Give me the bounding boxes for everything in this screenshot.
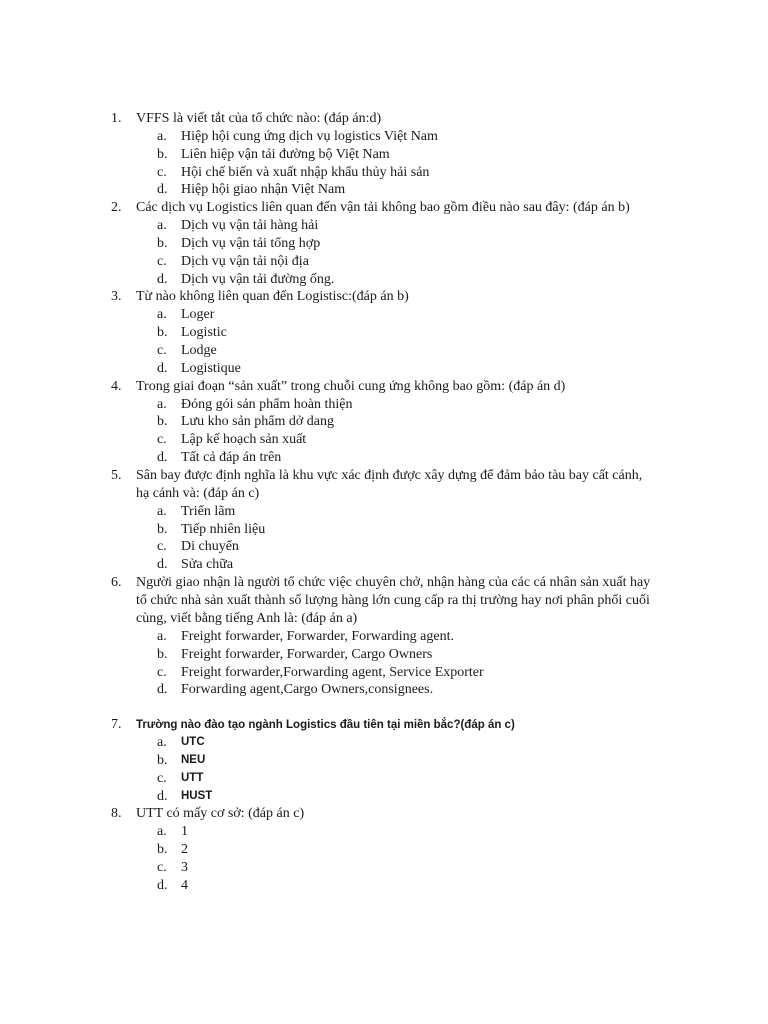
option-item (0, 628, 768, 646)
option-text: Đóng gói sản phẩm hoàn thiện (181, 396, 353, 412)
option-letter: d. (157, 682, 168, 698)
option-text: Tất cả đáp án trên (181, 449, 282, 465)
option-text: Di chuyển (181, 539, 239, 555)
option-text: Freight forwarder, Forwarder, Forwarding agent. (181, 628, 454, 644)
question-number: 7. (111, 717, 122, 733)
option-letter: b. (157, 235, 168, 251)
option-letter: a. (157, 218, 167, 234)
option-text: Dịch vụ vận tải đường ống. (181, 271, 335, 287)
question-number: 1. (111, 111, 122, 126)
option-text: Tiếp nhiên liệu (181, 521, 266, 537)
question-2 (0, 199, 768, 288)
option-item (0, 431, 768, 449)
option-list (0, 306, 768, 377)
question-3 (0, 288, 768, 377)
option-letter: a. (157, 307, 167, 323)
option-text: Loger (181, 307, 215, 323)
option-item (0, 752, 768, 770)
option-item (0, 503, 768, 521)
question-6 (0, 574, 768, 699)
option-item (0, 146, 768, 164)
option-letter: a. (157, 129, 167, 144)
option-letter: a. (157, 396, 167, 412)
option-text: Triển lãm (181, 503, 236, 519)
option-text: NEU (181, 753, 206, 766)
option-text: Sửa chữa (181, 557, 234, 573)
option-letter: a. (157, 503, 167, 519)
question-number: 6. (111, 574, 122, 590)
option-text: Hội chế biến và xuất nhập khẩu thủy hải sản (181, 164, 430, 180)
option-text: UTC (181, 736, 205, 749)
option-text: HUST (181, 789, 213, 802)
option-letter: d. (157, 182, 168, 198)
option-letter: b. (157, 842, 168, 858)
option-text: 1 (181, 824, 188, 840)
option-item (0, 413, 768, 431)
option-item (0, 859, 768, 877)
option-text: Dịch vụ vận tải tổng hợp (181, 235, 321, 251)
option-text: Freight forwarder, Forwarder, Cargo Owners (181, 646, 433, 662)
question-5 (0, 467, 768, 574)
option-item (0, 538, 768, 556)
option-item (0, 556, 768, 574)
option-item (0, 521, 768, 539)
question-number: 3. (111, 289, 122, 305)
option-letter: d. (157, 449, 168, 465)
option-letter: d. (157, 877, 168, 893)
option-text: Lodge (181, 342, 217, 358)
option-list (0, 734, 768, 805)
option-item (0, 306, 768, 324)
option-letter: b. (157, 325, 168, 341)
option-text: Forwarding agent,Cargo Owners,consignees. (181, 682, 434, 698)
option-text: 3 (181, 859, 188, 875)
option-text: Freight forwarder,Forwarding agent, Service Exporter (181, 664, 484, 680)
question-text: Trường nào đào tạo ngành Logistics đầu tiên tại miền bắc?(đáp án c) (136, 719, 515, 732)
option-letter: a. (157, 735, 167, 751)
option-text: Hiệp hội giao nhận Việt Nam (181, 182, 346, 198)
option-item (0, 788, 768, 806)
option-letter: d. (157, 271, 168, 287)
question-text: Trong giai đoạn “sản xuất” trong chuỗi cung ứng không bao gồm: (đáp án d) (136, 378, 566, 394)
option-item (0, 877, 768, 895)
option-list (0, 217, 768, 288)
option-letter: c. (157, 432, 167, 448)
question-number: 4. (111, 378, 122, 394)
question-number: 5. (111, 467, 122, 483)
option-text: Dịch vụ vận tải nội địa (181, 253, 309, 269)
option-letter: c. (157, 342, 167, 358)
option-letter: b. (157, 414, 168, 430)
option-letter: b. (157, 752, 168, 768)
option-text: Lập kế hoạch sản xuất (181, 432, 307, 448)
option-item (0, 841, 768, 859)
option-letter: c. (157, 539, 167, 555)
option-letter: d. (157, 788, 168, 804)
option-item (0, 734, 768, 752)
option-item (0, 449, 768, 467)
option-item (0, 181, 768, 199)
option-item (0, 128, 768, 146)
option-letter: c. (157, 664, 167, 680)
option-item (0, 324, 768, 342)
option-item (0, 823, 768, 841)
option-letter: c. (157, 164, 167, 180)
option-text: Logistique (181, 360, 241, 376)
question-4 (0, 378, 768, 467)
question-text: Người giao nhận là người tổ chức việc chuyên chở, nhận hàng của các cá nhân sản xuất hay tổ chức nhà sản xuất thành số lượng hàng lớn cung cấp ra thị trường hay nơi phân phối cuối cùng, viết bằng tiếng Anh là: (đáp án a) (136, 574, 651, 626)
option-list (0, 128, 768, 199)
question-1 (0, 110, 768, 199)
option-item (0, 342, 768, 360)
option-text: 4 (181, 877, 188, 893)
option-item (0, 217, 768, 235)
option-letter: c. (157, 770, 167, 786)
option-text: 2 (181, 842, 188, 858)
option-item (0, 664, 768, 682)
option-letter: d. (157, 360, 168, 376)
question-7 (0, 716, 768, 805)
option-text: Liên hiệp vận tải đường bộ Việt Nam (181, 146, 390, 162)
option-letter: a. (157, 628, 167, 644)
option-item (0, 396, 768, 414)
question-text: VFFS là viết tắt của tổ chức nào: (đáp án:d) (136, 111, 382, 126)
option-letter: b. (157, 646, 168, 662)
option-item (0, 770, 768, 788)
option-item (0, 681, 768, 699)
question-8 (0, 805, 768, 894)
option-item (0, 646, 768, 664)
option-item (0, 271, 768, 289)
question-text: UTT có mấy cơ sở: (đáp án c) (136, 806, 305, 822)
option-text: Lưu kho sản phẩm dở dang (181, 414, 335, 430)
option-item (0, 235, 768, 253)
option-letter: d. (157, 557, 168, 573)
question-number: 2. (111, 200, 122, 216)
option-letter: c. (157, 253, 167, 269)
question-number: 8. (111, 806, 122, 822)
document-page (0, 110, 768, 895)
option-list (0, 396, 768, 467)
option-text: UTT (181, 771, 204, 784)
option-text: Dịch vụ vận tải hàng hải (181, 218, 319, 234)
question-text: Từ nào không liên quan đến Logistisc:(đáp án b) (136, 289, 409, 305)
option-letter: b. (157, 521, 168, 537)
option-item (0, 164, 768, 182)
option-list (0, 628, 768, 699)
option-item (0, 360, 768, 378)
option-letter: a. (157, 824, 167, 840)
option-list (0, 503, 768, 574)
question-text: Các dịch vụ Logistics liên quan đến vận tải không bao gồm điều nào sau đây: (đáp án b) (136, 200, 630, 216)
question-text: Sân bay được định nghĩa là khu vực xác định được xây dựng để đảm bảo tàu bay cất cánh, hạ cánh và: (đáp án c) (136, 467, 643, 501)
option-text: Hiệp hội cung ứng dịch vụ logistics Việt Nam (181, 129, 438, 144)
option-text: Logistic (181, 325, 227, 341)
option-letter: c. (157, 859, 167, 875)
option-list (0, 823, 768, 894)
option-item (0, 253, 768, 271)
option-letter: b. (157, 146, 168, 162)
